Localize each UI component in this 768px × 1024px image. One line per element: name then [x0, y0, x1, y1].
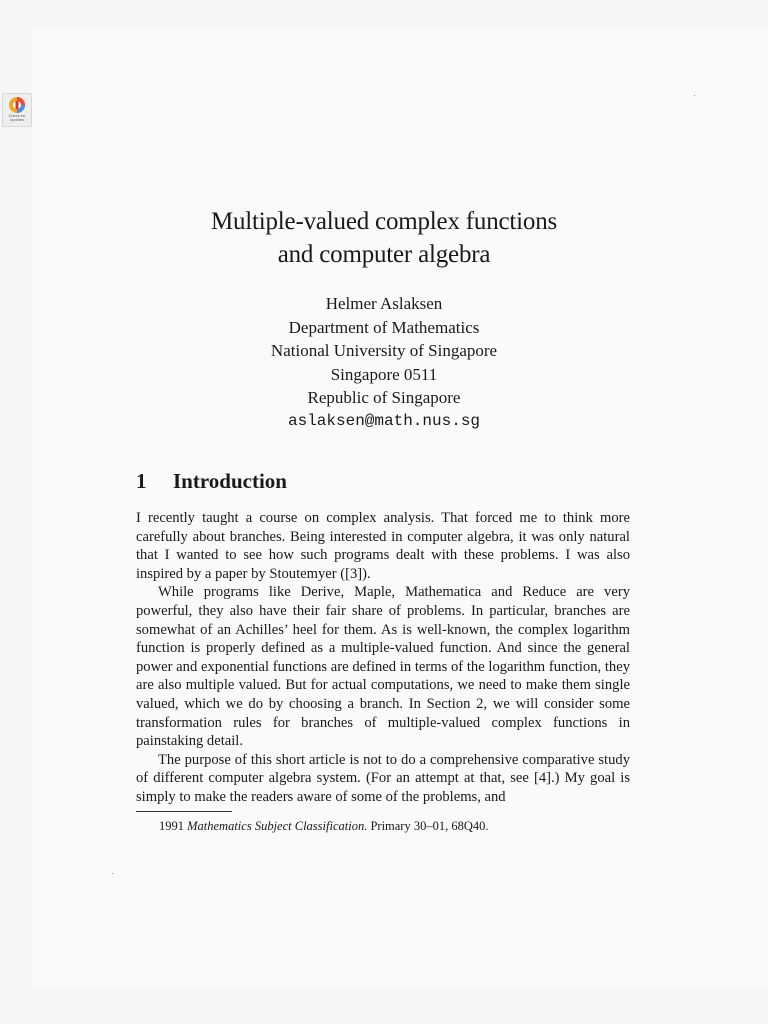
section-heading — [136, 467, 287, 495]
paragraph-2: While programs like Derive, Maple, Mathematica and Reduce are very powerful, they also have their fair share of problems. In particular, branches are somewhat of an Achilles’ heel for them. As is well-known, the complex logarithm function is properly defined as a multiple-valued function. And since the general power and exponential functions are defined in terms of the logarithm function, they are also multiple valued. But for actual computations, we need to make them single valued, which we do by choosing a branch. In Section 2, we will consider some transformation rules for branches of multiple-valued complex functions in painstaking detail. — [136, 584, 630, 750]
paper-page — [32, 28, 768, 988]
section-body — [136, 509, 630, 807]
section-number: 1 — [136, 469, 147, 493]
scan-speck — [694, 95, 695, 96]
paper-title — [0, 205, 768, 271]
footnote-codes: Primary 30–01, 68Q40. — [370, 819, 489, 833]
author-department: Department of Mathematics — [288, 317, 480, 337]
title-line-1: Multiple-valued complex functions — [210, 208, 558, 235]
footnote — [159, 818, 489, 834]
footnote-year: 1991 — [159, 819, 184, 833]
check-for-updates-icon — [8, 96, 26, 114]
author-affiliation — [0, 292, 768, 433]
check-for-updates-badge[interactable] — [2, 93, 32, 127]
footnote-label: Mathematics Subject Classification. — [187, 819, 368, 833]
check-for-updates-label: Check for updates — [8, 113, 26, 122]
paragraph-3: The purpose of this short article is not to do a comprehensive comparative study of different computer algebra system. (For an attempt at that, see [4].) My goal is simply to make the readers aware of some of the problems, and — [136, 751, 630, 805]
scan-speck — [112, 873, 113, 874]
author-email[interactable]: aslaksen@math.nus.sg — [287, 411, 481, 430]
author-name: Helmer Aslaksen — [325, 294, 443, 313]
author-university: National University of Singapore — [270, 341, 498, 360]
author-country: Republic of Singapore — [307, 388, 461, 407]
author-city: Singapore 0511 — [330, 364, 438, 384]
section-title: Introduction — [173, 469, 287, 493]
title-line-2: and computer algebra — [277, 241, 491, 268]
footnote-divider — [136, 811, 232, 812]
paragraph-1: I recently taught a course on complex analysis. That forced me to think more carefully about branches. Being interested in computer algebra, it was only natural that I wanted to see how such programs dealt with these problems. I was also inspired by a paper by Stoutemyer ([3]). — [136, 510, 630, 582]
